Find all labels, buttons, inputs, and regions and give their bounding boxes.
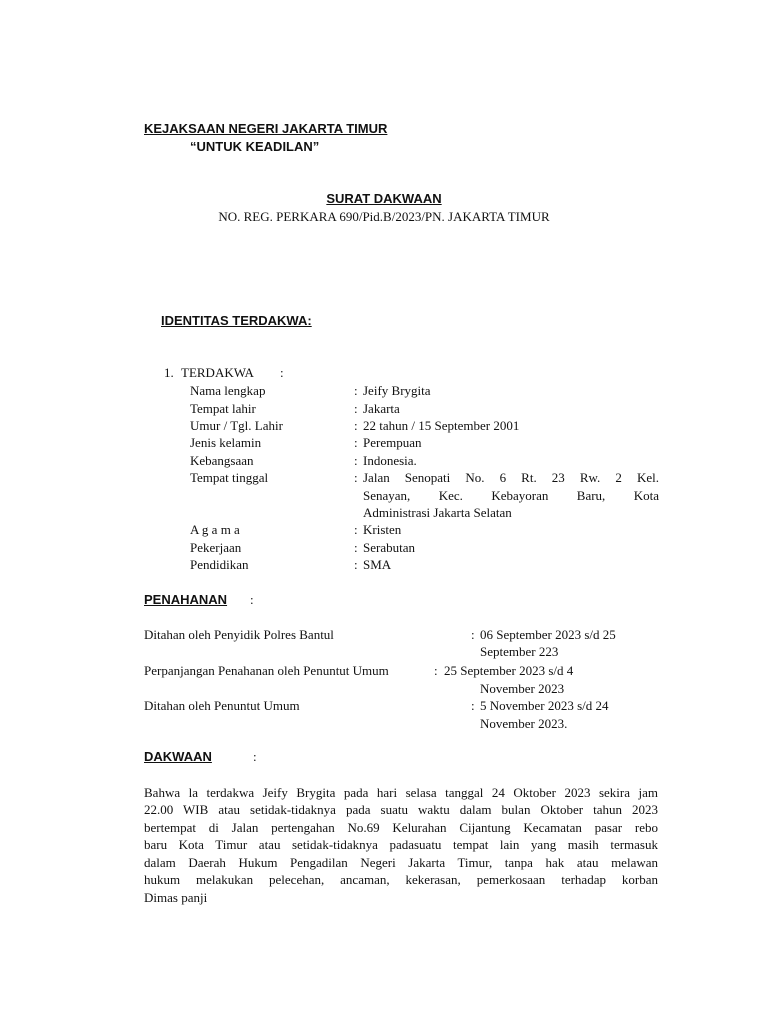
charge-paragraph-line: Bahwa la terdakwa Jeify Brygita pada hari selasa tanggal 24 Oktober 2023 sekira jam: [144, 785, 658, 800]
defendant-label-colon: :: [280, 365, 284, 380]
field-label-birthplace: Tempat lahir: [190, 401, 256, 416]
charge-paragraph-last-line: Dimas panji: [144, 890, 208, 905]
field-label-religion: A g a m a: [190, 522, 240, 537]
field-value-address-line3: Administrasi Jakarta Selatan: [363, 505, 512, 520]
document-title: SURAT DAKWAAN: [326, 191, 442, 206]
field-value-address-line1: Jalan Senopati No. 6 Rt. 23 Rw. 2 Kel.: [363, 470, 659, 485]
field-colon: :: [354, 418, 358, 433]
institution-motto: “UNTUK KEADILAN”: [190, 139, 320, 154]
detention-row-value-line2: September 223: [480, 644, 559, 659]
field-value-occupation: Serabutan: [363, 540, 415, 555]
field-value-gender: Perempuan: [363, 435, 422, 450]
field-colon: :: [354, 522, 358, 537]
defendant-number: 1.: [164, 365, 174, 380]
detention-row-label: Ditahan oleh Penyidik Polres Bantul: [144, 627, 334, 642]
field-label-address: Tempat tinggal: [190, 470, 269, 485]
detention-row-value-line2: November 2023.: [480, 716, 568, 731]
field-colon: :: [354, 401, 358, 416]
field-label-age-dob: Umur / Tgl. Lahir: [190, 418, 283, 433]
field-colon: :: [354, 557, 358, 572]
field-colon: :: [354, 453, 358, 468]
charge-paragraph-line: 22.00 WIB atau setidak-tidaknya pada suatu waktu dalam bulan Oktober tahun 2023: [144, 802, 658, 817]
field-value-education: SMA: [363, 557, 392, 572]
field-colon: :: [354, 470, 358, 485]
field-value-religion: Kristen: [363, 522, 402, 537]
detention-row-value-line2: November 2023: [480, 681, 565, 696]
field-label-full-name: Nama lengkap: [190, 383, 266, 398]
field-label-occupation: Pekerjaan: [190, 540, 242, 555]
charge-heading: DAKWAAN: [144, 749, 212, 764]
charge-paragraph-line: hukum melakukan pelecehan, ancaman, kekerasan, pemerkosaan terhadap korban: [144, 872, 658, 887]
field-label-nationality: Kebangsaan: [190, 453, 254, 468]
charge-paragraph-line: baru Kota Timur atau setidak-tidaknya padasuatu tempat lain yang masih termasuk: [144, 837, 658, 852]
field-value-full-name: Jeify Brygita: [363, 383, 431, 398]
field-label-gender: Jenis kelamin: [190, 435, 262, 450]
detention-row-colon: :: [434, 663, 438, 678]
field-value-nationality: Indonesia.: [363, 453, 417, 468]
detention-row-label: Perpanjangan Penahanan oleh Penuntut Umum: [144, 663, 389, 678]
field-value-address-line2: Senayan, Kec. Kebayoran Baru, Kota: [363, 488, 659, 503]
field-value-birthplace: Jakarta: [363, 401, 400, 416]
detention-row-value-line1: 5 November 2023 s/d 24: [480, 698, 609, 713]
identity-heading: IDENTITAS TERDAKWA:: [161, 313, 312, 328]
defendant-label: TERDAKWA: [181, 365, 254, 380]
detention-heading: PENAHANAN: [144, 592, 228, 607]
detention-row-colon: :: [471, 627, 475, 642]
field-colon: :: [354, 540, 358, 555]
detention-heading-colon: :: [250, 592, 254, 607]
detention-row-value-line1: 06 September 2023 s/d 25: [480, 627, 616, 642]
detention-row-colon: :: [471, 698, 475, 713]
charge-heading-colon: :: [253, 749, 257, 764]
field-colon: :: [354, 383, 358, 398]
registration-number: NO. REG. PERKARA 690/Pid.B/2023/PN. JAKARTA TIMUR: [218, 209, 550, 224]
field-label-education: Pendidikan: [190, 557, 249, 572]
institution-name: KEJAKSAAN NEGERI JAKARTA TIMUR: [144, 121, 388, 136]
field-colon: :: [354, 435, 358, 450]
charge-paragraph-line: dalam Daerah Hukum Pengadilan Negeri Jakarta Timur, tanpa hak atau melawan: [144, 855, 658, 870]
detention-row-value-line1: 25 September 2023 s/d 4: [444, 663, 574, 678]
field-value-age-dob: 22 tahun / 15 September 2001: [363, 418, 520, 433]
charge-paragraph-line: bertempat di Jalan pertengahan No.69 Kelurahan Cijantung Kecamatan pasar rebo: [144, 820, 658, 835]
detention-row-label: Ditahan oleh Penuntut Umum: [144, 698, 300, 713]
